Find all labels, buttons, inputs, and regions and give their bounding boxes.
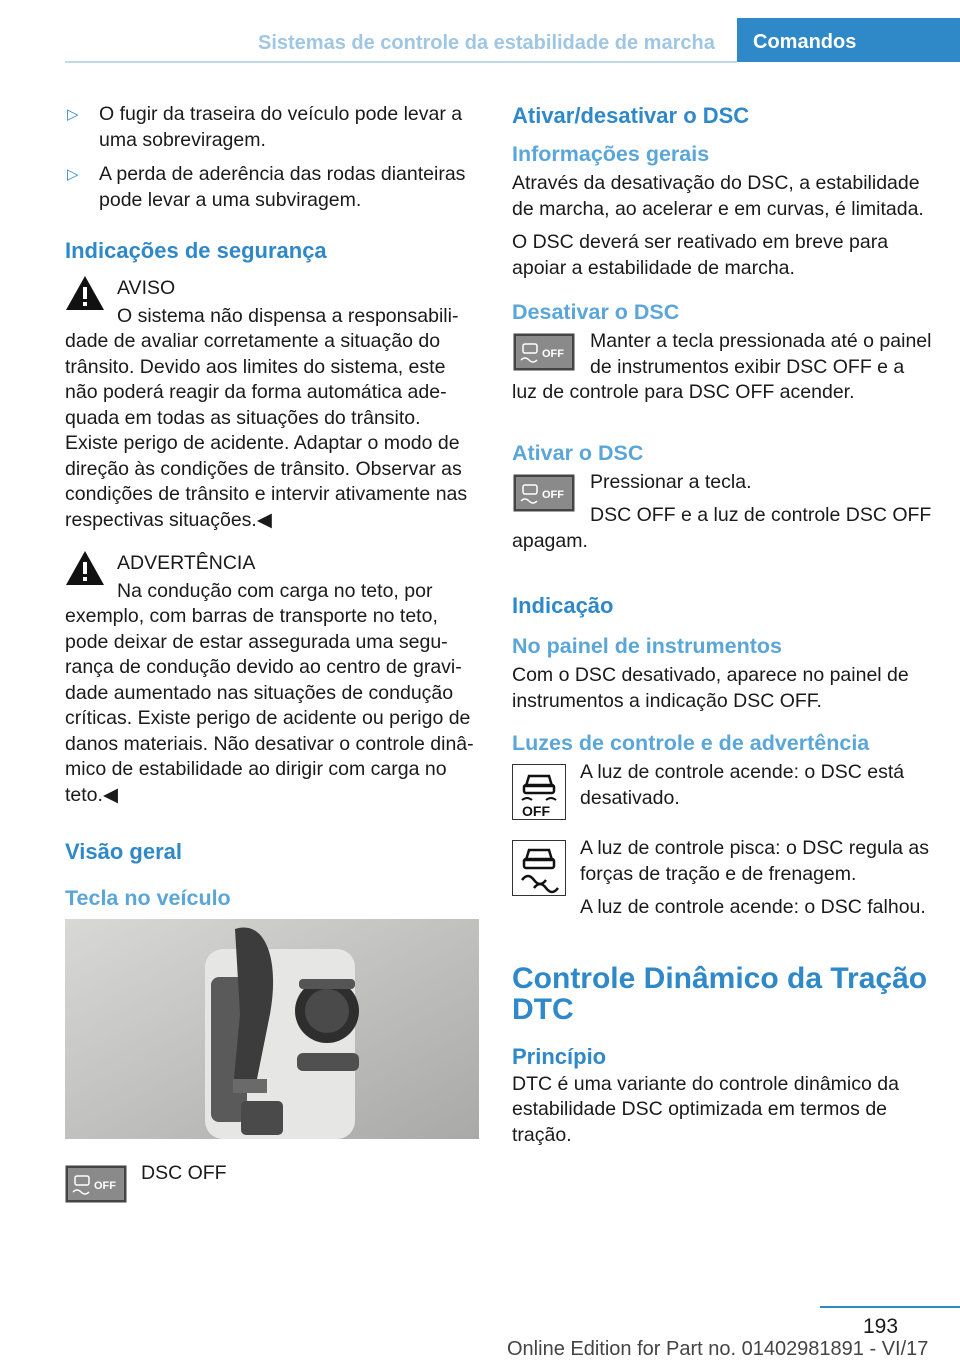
activate-text-1: Pressionar a tecla. bbox=[590, 470, 752, 493]
general-text-1: Através da desativação do DSC, a estabilidade de marcha, ao acelerar e em curvas, é limitada. bbox=[512, 172, 924, 220]
deactivate-text: Manter a tecla pressionada até o painel de instrumentos exibir DSC OFF e a luz de controle para DSC OFF acender. bbox=[512, 330, 932, 403]
dsc-lamp-icon bbox=[512, 840, 566, 896]
indication-heading: Indicação bbox=[512, 593, 614, 618]
dsc-off-button-icon bbox=[512, 474, 576, 512]
center-console-photo bbox=[65, 919, 479, 1139]
warning-text: Na condução com carga no teto, por exemplo, com barras de transporte no teto, pode deixar de estar assegurada uma segurança de condução devido ao centro de gravidade aumentado nas situações de condução críticas. Existe perigo de acidente ou perigo de danos materiais. Não desativar o controle dinâmico de estabilidade ao dirigir com carga no teto.◀ bbox=[65, 579, 474, 806]
page-number: 193 bbox=[863, 1315, 899, 1338]
light1-text: A luz de controle acende: o DSC está desativado. bbox=[580, 761, 905, 809]
general-text-2: O DSC deverá ser reativado em breve para apoiar a estabilidade de marcha. bbox=[512, 231, 889, 279]
safety-heading: Indicações de segurança bbox=[65, 238, 327, 263]
warning-triangle-icon bbox=[64, 274, 106, 312]
warning-box bbox=[65, 276, 479, 302]
right-column bbox=[512, 102, 932, 1156]
svg-text:OFF: OFF bbox=[542, 348, 564, 360]
running-header-chapter: Comandos bbox=[737, 18, 960, 62]
activate-text-2: DSC OFF e a luz de controle DSC OFF apagam. bbox=[512, 504, 932, 552]
bullet-item bbox=[65, 162, 479, 213]
key-heading: Tecla no veículo bbox=[65, 886, 231, 910]
svg-text:OFF: OFF bbox=[94, 1179, 116, 1192]
warning-title: AVISO bbox=[117, 277, 176, 299]
warning-box bbox=[65, 551, 479, 577]
overview-heading: Visão geral bbox=[65, 839, 182, 864]
dsc-off-lamp-icon bbox=[512, 764, 566, 820]
bullet-text: O fugir da traseira do veículo pode levar a uma sobreviragem. bbox=[99, 103, 463, 151]
svg-text:OFF: OFF bbox=[522, 803, 550, 819]
left-column bbox=[65, 102, 479, 1207]
lights-heading: Luzes de controle e de advertência bbox=[512, 731, 870, 755]
principle-text: DTC é uma variante do controle dinâmico da estabilidade DSC optimizada em termos de tração. bbox=[512, 1072, 899, 1146]
deactivate-heading: Desativar o DSC bbox=[512, 300, 680, 324]
footer-rule bbox=[820, 1306, 960, 1308]
bullet-triangle-icon: ▷ bbox=[67, 166, 79, 183]
general-heading: Informações gerais bbox=[512, 142, 710, 166]
dsc-off-button-icon bbox=[512, 333, 576, 371]
cluster-heading: No painel de instrumentos bbox=[512, 634, 782, 658]
light2-text-1: A luz de controle pisca: o DSC regula as forças de tração e de frenagem. bbox=[580, 837, 930, 885]
footer-edition: Online Edition for Part no. 01402981891 - VI/17 bbox=[507, 1338, 929, 1360]
dsc-off-button-icon bbox=[65, 1165, 127, 1203]
bullet-triangle-icon: ▷ bbox=[67, 106, 79, 123]
light2-text-2: A luz de controle acende: o DSC falhou. bbox=[580, 896, 926, 918]
running-header-section: Sistemas de controle da estabilidade de marcha bbox=[258, 32, 715, 54]
svg-text:OFF: OFF bbox=[542, 488, 564, 501]
header-rule bbox=[65, 61, 737, 63]
warning-triangle-icon bbox=[64, 549, 106, 587]
bullet-text: A perda de aderência das rodas dianteiras pode levar a uma subviragem. bbox=[99, 163, 466, 211]
cluster-text: Com o DSC desativado, aparece no painel de instrumentos a indicação DSC OFF. bbox=[512, 664, 909, 712]
dtc-heading: Controle Dinâmico da Tração DTC bbox=[512, 961, 928, 1026]
dsc-heading: Ativar/desativar o DSC bbox=[512, 103, 750, 128]
principle-heading: Princípio bbox=[512, 1043, 607, 1069]
bullet-item bbox=[65, 102, 479, 153]
activate-heading: Ativar o DSC bbox=[512, 440, 644, 465]
button-caption: DSC OFF bbox=[141, 1161, 227, 1184]
warning-text: O sistema não dispensa a responsabilidade de avaliar corretamente a situação do trânsito. Devido aos limites do sistema, este não poderá reagir da forma automática adequada em todas as situações do trânsito. Existe perigo de acidente. Adaptar o modo de direção às condições de trânsito. Observar as condições de trânsito e intervir ativamente nas respectivas situações.◀ bbox=[65, 304, 468, 531]
warning-title: ADVERTÊNCIA bbox=[117, 552, 256, 574]
